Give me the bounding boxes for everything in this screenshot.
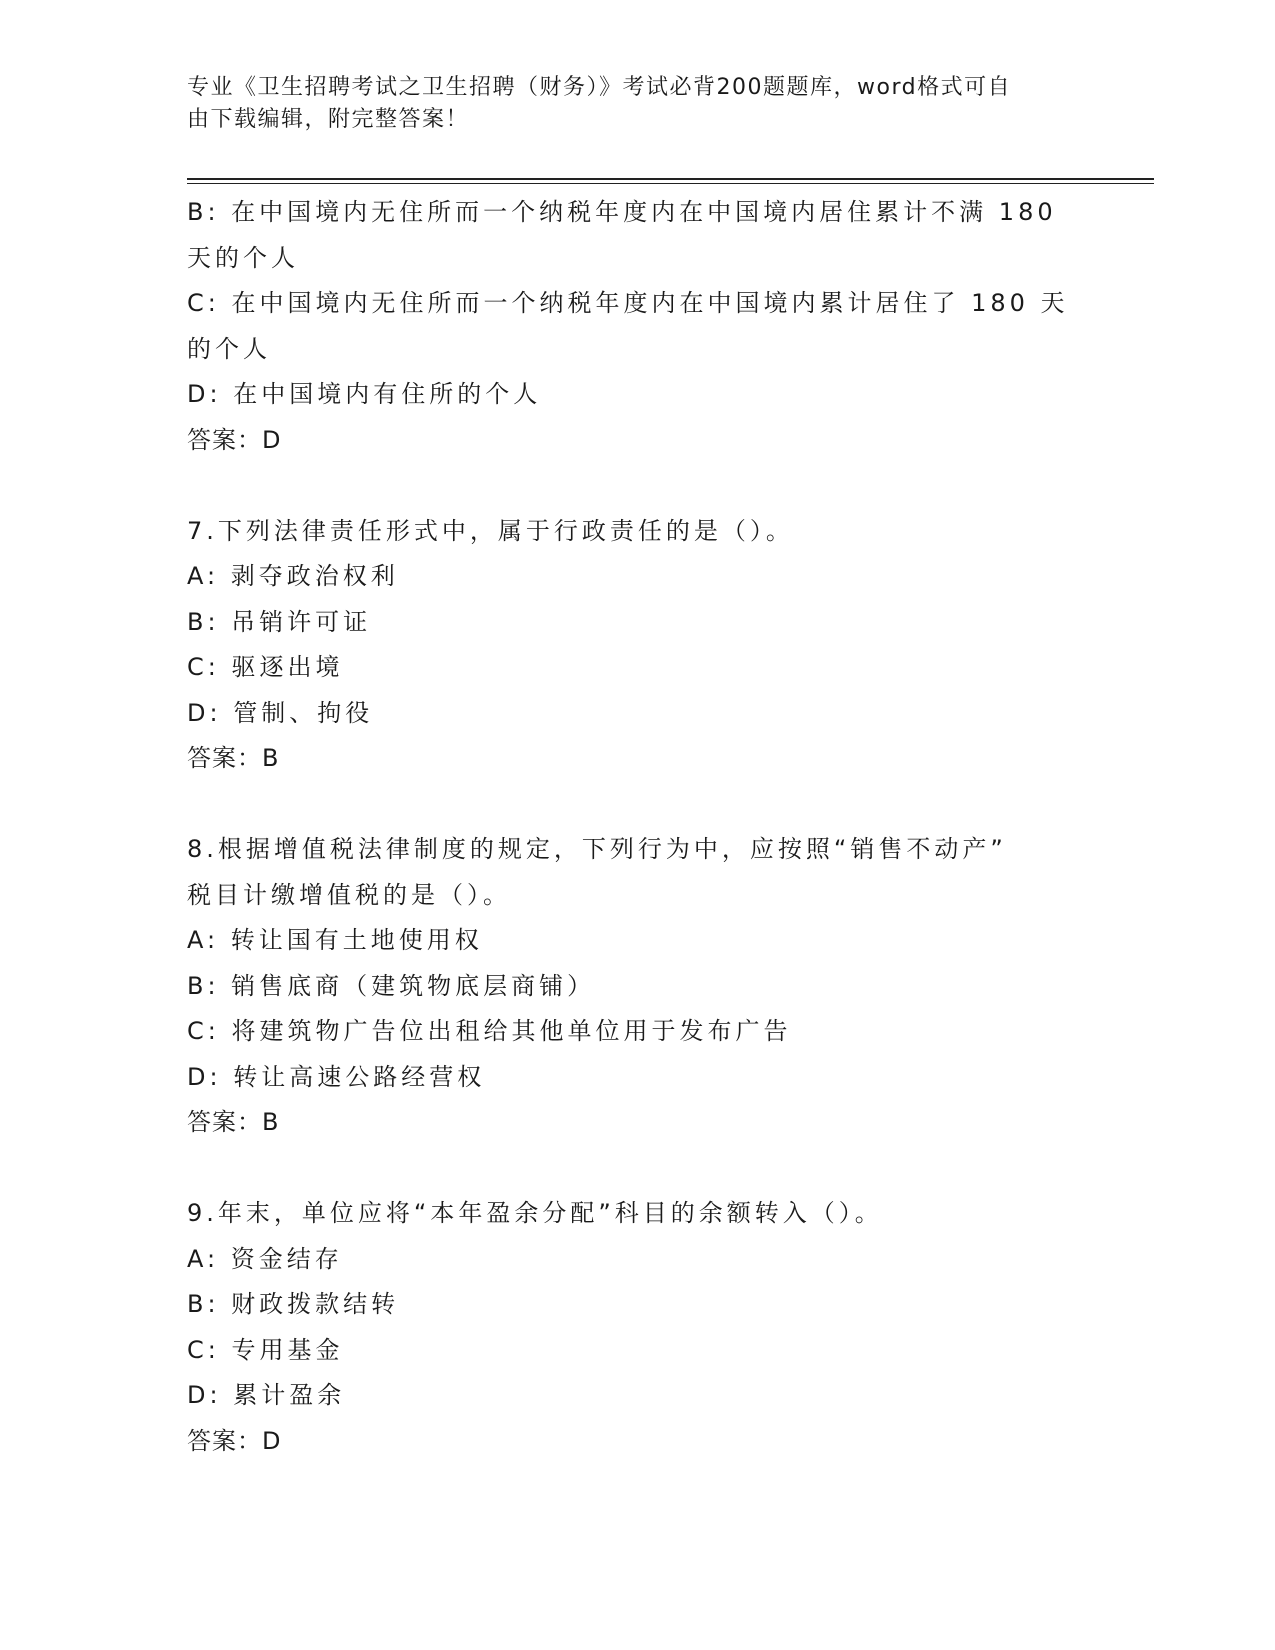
q6-option-c-line-1: C: 在中国境内无住所而一个纳税年度内在中国境内累计居住了 180 天 (187, 289, 1069, 317)
q7-option-d: D: 管制、拘役 (187, 698, 374, 727)
question-8-block (187, 827, 1107, 1146)
document-header (187, 72, 1087, 136)
q8-option-d: D: 转让高速公路经营权 (187, 1062, 486, 1091)
q9-option-b: B: 财政拨款结转 (187, 1290, 400, 1318)
q8-question-line-2: 税目计缴增值税的是（）。 (187, 880, 511, 909)
q6-option-b-line-1: B: 在中国境内无住所而一个纳税年度内在中国境内居住累计不满 180 (187, 198, 1057, 226)
q9-question: 9.年末，单位应将“本年盈余分配”科目的余额转入（）。 (187, 1199, 883, 1227)
q9-option-c: C: 专用基金 (187, 1335, 344, 1364)
q7-option-a: A: 剥夺政治权利 (187, 562, 399, 590)
q8-question-line-1: 8.根据增值税法律制度的规定，下列行为中，应按照“销售不动产” (187, 835, 1007, 863)
question-list (187, 190, 1107, 1464)
q9-answer: 答案：D (187, 1426, 282, 1455)
q8-option-b: B: 销售底商（建筑物底层商铺） (187, 971, 596, 1000)
header-divider-thick (187, 178, 1154, 180)
q9-option-a: A: 资金结存 (187, 1244, 343, 1273)
question-6-block (187, 190, 1107, 463)
q7-question: 7.下列法律责任形式中，属于行政责任的是（）。 (187, 516, 794, 545)
spacer (187, 1146, 1107, 1192)
q7-option-b: B: 吊销许可证 (187, 607, 372, 636)
spacer (187, 463, 1107, 509)
q8-answer: 答案：B (187, 1108, 280, 1136)
header-divider-thin (187, 183, 1154, 184)
spacer (187, 782, 1107, 828)
q8-option-c: C: 将建筑物广告位出租给其他单位用于发布广告 (187, 1017, 792, 1045)
q6-option-b-line-2: 天的个人 (187, 243, 299, 272)
question-9-block (187, 1191, 1107, 1464)
q8-option-a: A: 转让国有土地使用权 (187, 926, 483, 954)
header-line-1: 专业《卫生招聘考试之卫生招聘（财务）》考试必背200题题库，word格式可自 (187, 75, 1012, 100)
q9-option-d: D: 累计盈余 (187, 1381, 346, 1409)
q6-option-c-line-2: 的个人 (187, 334, 271, 363)
q7-answer: 答案：B (187, 744, 280, 772)
q6-answer: 答案：D (187, 425, 282, 454)
q6-option-d: D: 在中国境内有住所的个人 (187, 380, 542, 408)
question-7-block (187, 509, 1107, 782)
header-line-2: 由下载编辑，附完整答案！ (187, 107, 470, 132)
q7-option-c: C: 驱逐出境 (187, 653, 344, 681)
